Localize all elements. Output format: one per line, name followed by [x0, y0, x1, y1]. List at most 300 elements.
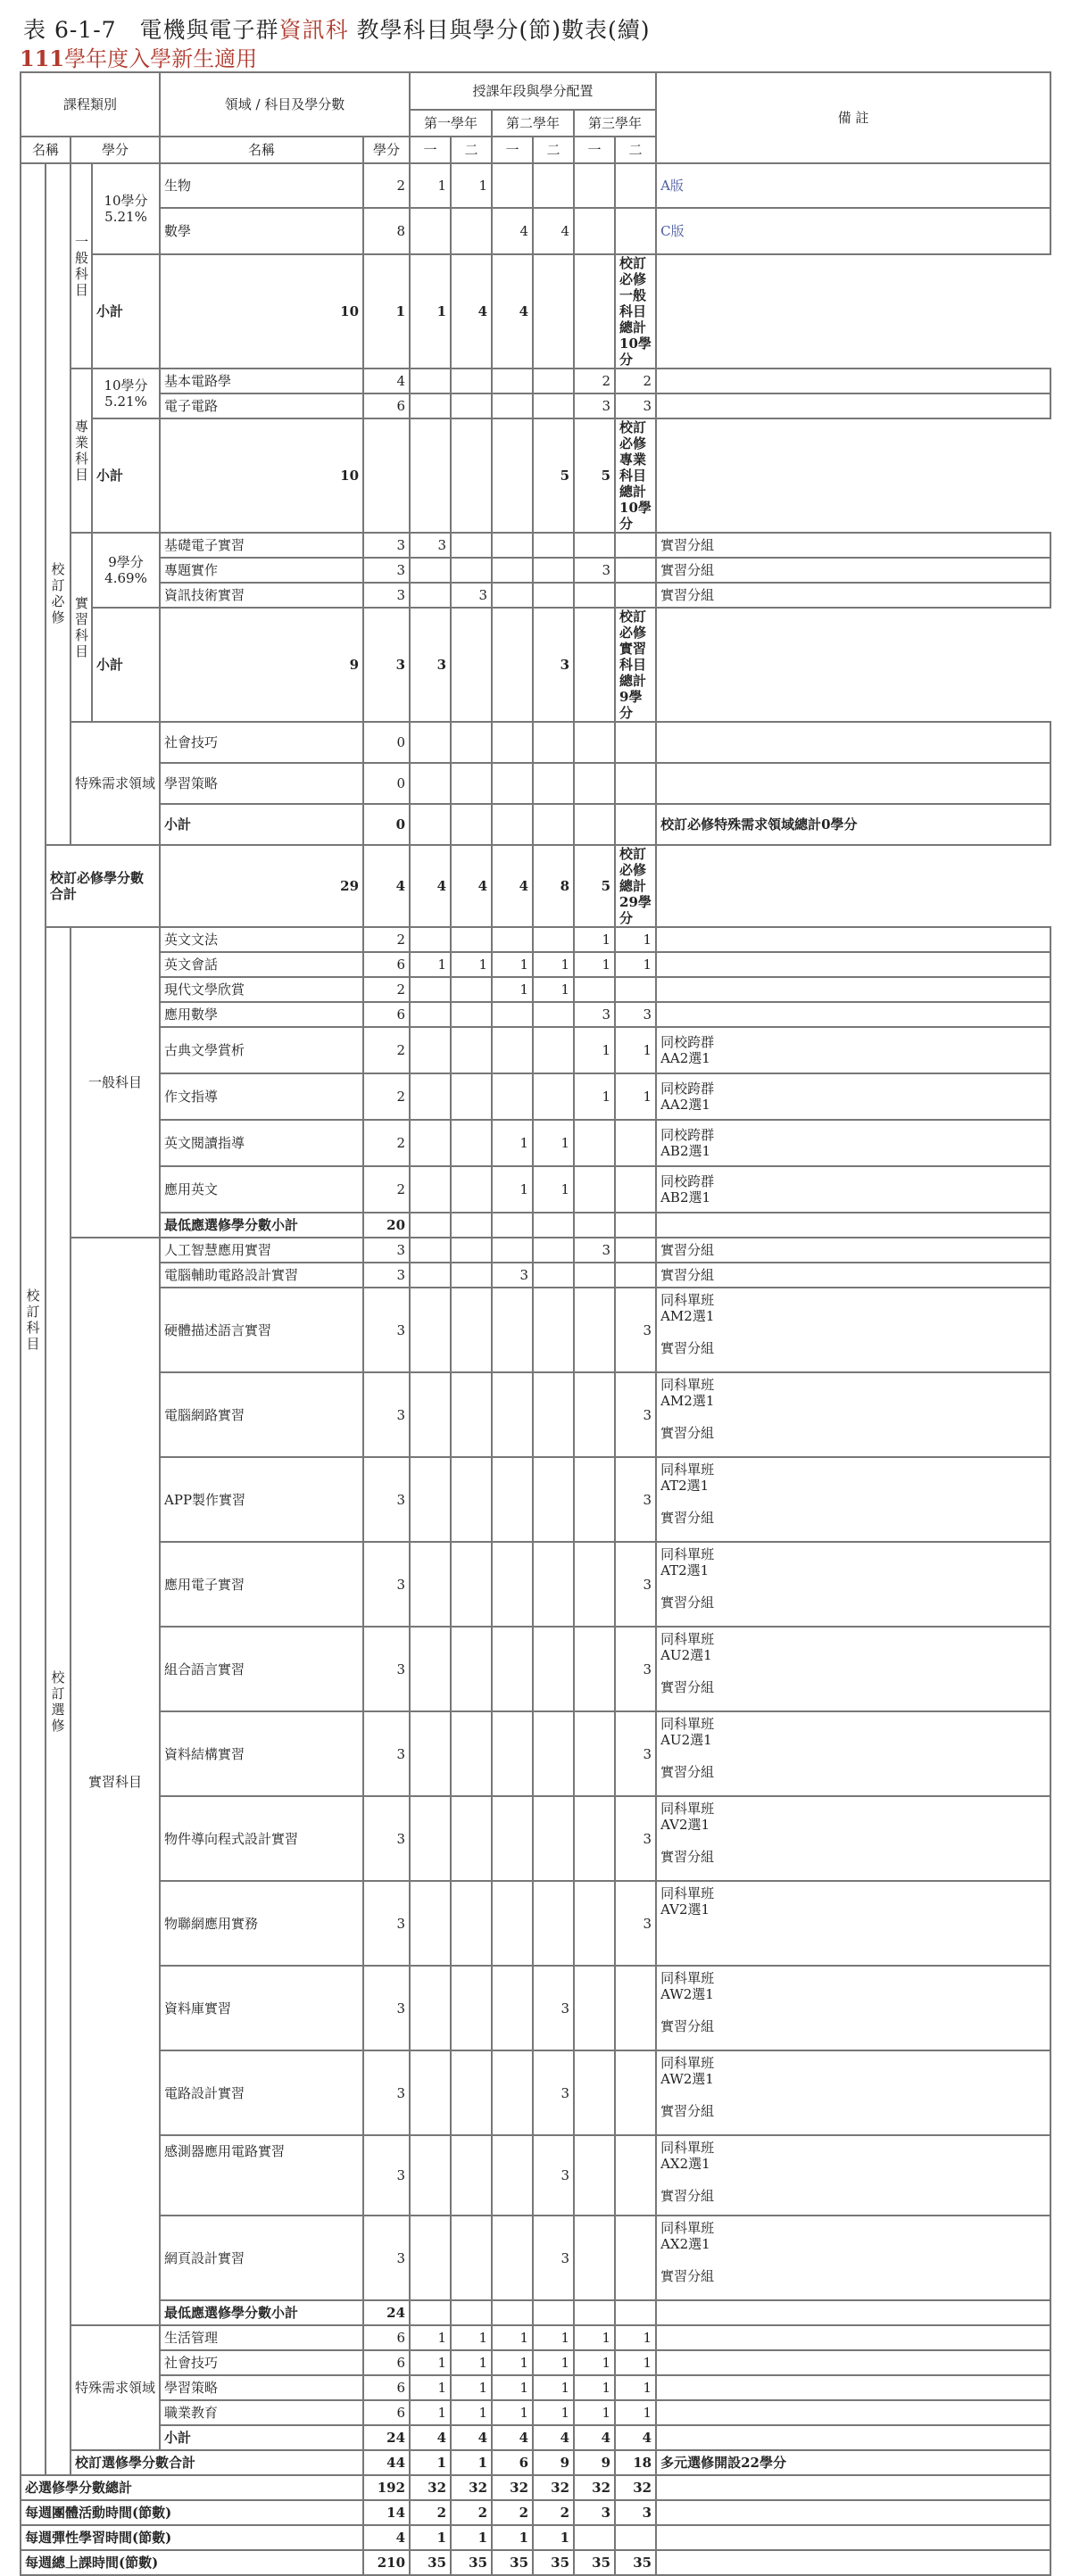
- table-row: [21, 1372, 1050, 1457]
- semester-credits: [533, 763, 574, 804]
- subject-credits: 3: [363, 1627, 410, 1711]
- subject-name: 感測器應用電路實習: [160, 2135, 363, 2216]
- semester-credits: 4: [615, 2425, 656, 2450]
- semester-credits: 3: [363, 608, 410, 722]
- semester-credits: [451, 208, 492, 254]
- semester-credits: 1: [451, 952, 492, 977]
- semester-credits: [410, 418, 451, 533]
- subject-credits: 2: [363, 163, 410, 208]
- subject-name: 學習策略: [160, 763, 363, 804]
- semester-credits: [533, 1457, 574, 1542]
- semester-credits: [492, 927, 533, 952]
- subject-credits: 8: [363, 208, 410, 254]
- semester-credits: [492, 1627, 533, 1711]
- semester-credits: [615, 2525, 656, 2550]
- semester-credits: 4: [451, 845, 492, 927]
- subject-name: 社會技巧: [160, 722, 363, 763]
- semester-credits: [451, 1120, 492, 1166]
- semester-credits: [615, 163, 656, 208]
- semester-credits: [451, 1002, 492, 1027]
- table-row: [21, 1288, 1050, 1372]
- semester-credits: 32: [615, 2475, 656, 2500]
- semester-credits: [451, 608, 492, 722]
- subject-credits: 2: [363, 927, 410, 952]
- table-row: [21, 1238, 1050, 1263]
- semester-credits: 35: [492, 2550, 533, 2575]
- remark: 實習分組: [656, 1238, 1050, 1263]
- subject-credits: 10: [160, 418, 363, 533]
- semester-credits: [574, 2050, 615, 2135]
- semester-credits: [451, 1263, 492, 1288]
- remark: 實習分組: [656, 558, 1050, 583]
- semester-credits: 1: [451, 2450, 492, 2475]
- table-row: [21, 1711, 1050, 1796]
- subject-name: 必選修學分數總計: [21, 2475, 363, 2500]
- subject-credits: 192: [363, 2475, 410, 2500]
- semester-credits: [533, 558, 574, 583]
- header-credits: 學分: [71, 137, 160, 163]
- semester-credits: 3: [574, 2500, 615, 2525]
- semester-credits: 1: [615, 2400, 656, 2425]
- remark: 同校跨群 AB2選1: [656, 1120, 1050, 1166]
- semester-credits: 4: [492, 208, 533, 254]
- semester-credits: 32: [574, 2475, 615, 2500]
- semester-credits: 3: [615, 1002, 656, 1027]
- semester-credits: [451, 393, 492, 418]
- semester-credits: [615, 722, 656, 763]
- semester-credits: 1: [492, 2375, 533, 2400]
- remark: [656, 369, 1050, 393]
- table-row: [21, 2500, 1050, 2525]
- subject-credits: 2: [363, 1073, 410, 1120]
- semester-credits: [615, 804, 656, 845]
- semester-credits: [574, 804, 615, 845]
- remark: 同科單班 AW2選1 實習分組: [656, 2050, 1050, 2135]
- semester-credits: [533, 1881, 574, 1966]
- subject-name: 現代文學欣賞: [160, 977, 363, 1002]
- semester-credits: 35: [533, 2550, 574, 2575]
- subject-credits: 3: [363, 1711, 410, 1796]
- semester-credits: [451, 1073, 492, 1120]
- semester-credits: [492, 1002, 533, 1027]
- subject-credits: 9: [160, 608, 363, 722]
- semester-credits: [574, 977, 615, 1002]
- elective-special-needs-label: 特殊需求領域: [71, 2325, 160, 2450]
- semester-credits: [574, 1372, 615, 1457]
- remark: 校訂必修實習科目總計9學分: [615, 608, 656, 722]
- semester-credits: 3: [615, 1542, 656, 1627]
- semester-credits: [615, 533, 656, 558]
- remark: [656, 2525, 1050, 2550]
- semester-credits: [451, 1457, 492, 1542]
- semester-credits: 3: [615, 1627, 656, 1711]
- semester-credits: [615, 2050, 656, 2135]
- table-row: [21, 558, 1050, 583]
- subject-name: 數學: [160, 208, 363, 254]
- semester-credits: [410, 1372, 451, 1457]
- semester-credits: 5: [574, 418, 615, 533]
- semester-credits: 4: [492, 2425, 533, 2450]
- subject-name: 每週團體活動時間(節數): [21, 2500, 363, 2525]
- remark: 同校跨群 AA2選1: [656, 1073, 1050, 1120]
- semester-credits: 32: [492, 2475, 533, 2500]
- semester-credits: [410, 1881, 451, 1966]
- semester-credits: [492, 1372, 533, 1457]
- semester-credits: [492, 163, 533, 208]
- semester-credits: [451, 2300, 492, 2325]
- semester-credits: [410, 977, 451, 1002]
- semester-credits: [410, 208, 451, 254]
- semester-credits: 1: [492, 952, 533, 977]
- semester-credits: [492, 1796, 533, 1881]
- subject-credits: 6: [363, 2400, 410, 2425]
- table-row: [21, 2216, 1050, 2300]
- table-row: [21, 163, 1050, 208]
- semester-credits: [615, 2300, 656, 2325]
- semester-credits: [492, 2300, 533, 2325]
- semester-credits: 3: [410, 608, 451, 722]
- remark: 實習分組: [656, 583, 1050, 608]
- semester-credits: 2: [410, 2500, 451, 2525]
- subject-credits: 4: [363, 2525, 410, 2550]
- semester-credits: [492, 2135, 533, 2216]
- subject-name: APP製作實習: [160, 1457, 363, 1542]
- semester-credits: 18: [615, 2450, 656, 2475]
- header-name2: 名稱: [160, 137, 363, 163]
- remark: [656, 2425, 1050, 2450]
- semester-credits: [451, 1711, 492, 1796]
- semester-credits: 1: [363, 254, 410, 369]
- subject-name: 應用英文: [160, 1166, 363, 1213]
- semester-credits: [492, 583, 533, 608]
- remark: 校訂必修總計29學分: [615, 845, 656, 927]
- subject-name: 資料結構實習: [160, 1711, 363, 1796]
- semester-credits: [533, 1027, 574, 1073]
- semester-credits: [492, 804, 533, 845]
- semester-credits: [574, 1881, 615, 1966]
- semester-credits: [615, 763, 656, 804]
- semester-credits: [451, 1166, 492, 1213]
- subject-name: 學習策略: [160, 2375, 363, 2400]
- table-subtitle: 111學年度入學新生適用: [20, 46, 258, 71]
- semester-credits: [410, 1263, 451, 1288]
- semester-credits: [533, 254, 574, 369]
- remark: [656, 977, 1050, 1002]
- subject-name: 硬體描述語言實習: [160, 1288, 363, 1372]
- semester-credits: [574, 2300, 615, 2325]
- remark: 同科單班 AU2選1 實習分組: [656, 1711, 1050, 1796]
- semester-credits: 5: [574, 845, 615, 927]
- elective-label: 校訂選修: [46, 927, 71, 2475]
- semester-credits: 1: [410, 2450, 451, 2475]
- semester-credits: 35: [615, 2550, 656, 2575]
- semester-credits: [451, 369, 492, 393]
- semester-credits: 1: [574, 927, 615, 952]
- subject-credits: 3: [363, 1966, 410, 2050]
- remark: [656, 393, 1050, 418]
- semester-credits: [410, 1002, 451, 1027]
- semester-credits: [451, 1288, 492, 1372]
- table-row: [21, 1027, 1050, 1073]
- header-sem: 一: [410, 137, 451, 163]
- semester-credits: 5: [533, 418, 574, 533]
- subject-name: 每週彈性學習時間(節數): [21, 2525, 363, 2550]
- remark: 同科單班 AV2選1 實習分組: [656, 1796, 1050, 1881]
- semester-credits: [533, 533, 574, 558]
- semester-credits: [574, 2216, 615, 2300]
- semester-credits: [533, 163, 574, 208]
- semester-credits: [492, 2216, 533, 2300]
- table-row: [21, 1796, 1050, 1881]
- semester-credits: 1: [492, 2325, 533, 2350]
- semester-credits: 1: [451, 2350, 492, 2375]
- semester-credits: [410, 1457, 451, 1542]
- semester-credits: [533, 1238, 574, 1263]
- semester-credits: [410, 2050, 451, 2135]
- table-row: [21, 1627, 1050, 1711]
- semester-credits: 1: [574, 1073, 615, 1120]
- semester-credits: 1: [410, 2525, 451, 2550]
- subject-name: 電路設計實習: [160, 2050, 363, 2135]
- subject-name: 應用電子實習: [160, 1542, 363, 1627]
- table-row: [21, 1263, 1050, 1288]
- subject-credits: 3: [363, 2050, 410, 2135]
- semester-credits: 3: [410, 533, 451, 558]
- subject-credits: 10: [160, 254, 363, 369]
- semester-credits: [574, 163, 615, 208]
- table-row: [21, 845, 1050, 927]
- semester-credits: 3: [533, 2050, 574, 2135]
- semester-credits: 3: [615, 1796, 656, 1881]
- semester-credits: [492, 722, 533, 763]
- semester-credits: 4: [574, 2425, 615, 2450]
- subject-credits: 6: [363, 952, 410, 977]
- semester-credits: [410, 763, 451, 804]
- semester-credits: [492, 1073, 533, 1120]
- subject-name: 英文會話: [160, 952, 363, 977]
- school-subjects-label: 校訂科目: [21, 163, 46, 2475]
- subject-credits: 6: [363, 2375, 410, 2400]
- semester-credits: [451, 418, 492, 533]
- table-row: [21, 2400, 1050, 2425]
- subject-credits: 6: [363, 2350, 410, 2375]
- semester-credits: [533, 369, 574, 393]
- semester-credits: 3: [533, 2135, 574, 2216]
- semester-credits: [410, 1213, 451, 1238]
- table-row: [21, 763, 1050, 804]
- header-remarks: 備 註: [656, 72, 1050, 163]
- semester-credits: 32: [533, 2475, 574, 2500]
- semester-credits: 1: [492, 1166, 533, 1213]
- remark: A版: [656, 163, 1050, 208]
- semester-credits: 4: [492, 845, 533, 927]
- semester-credits: [615, 1263, 656, 1288]
- header-domain-subject: 領域 / 科目及學分數: [160, 72, 410, 137]
- semester-credits: 1: [615, 1027, 656, 1073]
- semester-credits: [410, 369, 451, 393]
- subject-credits: 210: [363, 2550, 410, 2575]
- subject-credits: 0: [363, 722, 410, 763]
- semester-credits: [574, 1457, 615, 1542]
- remark: 實習分組: [656, 1263, 1050, 1288]
- subject-name: 網頁設計實習: [160, 2216, 363, 2300]
- header-grade2: 第二學年: [492, 110, 574, 137]
- semester-credits: [492, 1542, 533, 1627]
- semester-credits: 1: [533, 1120, 574, 1166]
- semester-credits: 1: [410, 952, 451, 977]
- semester-credits: 3: [615, 1372, 656, 1457]
- curriculum-table: [20, 71, 1051, 2576]
- semester-credits: [574, 1966, 615, 2050]
- remark: 同科單班 AM2選1 實習分組: [656, 1372, 1050, 1457]
- semester-credits: [533, 1288, 574, 1372]
- table-row: [21, 208, 1050, 254]
- subject-name: 小計: [92, 608, 160, 722]
- semester-credits: 32: [451, 2475, 492, 2500]
- semester-credits: [410, 2300, 451, 2325]
- professional-credits-pct: 10學分 5.21%: [92, 369, 160, 418]
- subject-credits: 24: [363, 2300, 410, 2325]
- semester-credits: [451, 2216, 492, 2300]
- semester-credits: 1: [533, 1166, 574, 1213]
- remark: 同科單班 AV2選1: [656, 1881, 1050, 1966]
- semester-credits: [410, 1711, 451, 1796]
- table-row: [21, 2475, 1050, 2500]
- subject-credits: 29: [160, 845, 363, 927]
- semester-credits: [615, 2216, 656, 2300]
- subject-name: 資料庫實習: [160, 1966, 363, 2050]
- semester-credits: [615, 558, 656, 583]
- subject-name: 小計: [92, 254, 160, 369]
- semester-credits: 35: [410, 2550, 451, 2575]
- table-row: [21, 369, 1050, 393]
- semester-credits: [410, 1238, 451, 1263]
- subject-credits: 3: [363, 1457, 410, 1542]
- semester-credits: [410, 1120, 451, 1166]
- semester-credits: [574, 722, 615, 763]
- remark: [656, 2375, 1050, 2400]
- subject-credits: 0: [363, 763, 410, 804]
- semester-credits: [574, 1796, 615, 1881]
- semester-credits: [533, 393, 574, 418]
- table-row: [21, 1166, 1050, 1213]
- semester-credits: 4: [410, 2425, 451, 2450]
- table-row: [21, 2375, 1050, 2400]
- semester-credits: 1: [574, 2375, 615, 2400]
- semester-credits: [615, 1166, 656, 1213]
- semester-credits: 1: [533, 977, 574, 1002]
- subject-credits: 20: [363, 1213, 410, 1238]
- table-row: [21, 2425, 1050, 2450]
- semester-credits: 4: [451, 254, 492, 369]
- semester-credits: [410, 2216, 451, 2300]
- subject-name: 基本電路學: [160, 369, 363, 393]
- table-row: [21, 804, 1050, 845]
- semester-credits: [574, 2135, 615, 2216]
- remark: 校訂必修一般科目總計10學分: [615, 254, 656, 369]
- table-row: [21, 1073, 1050, 1120]
- semester-credits: 9: [574, 2450, 615, 2475]
- semester-credits: 8: [533, 845, 574, 927]
- subject-name: 英文文法: [160, 927, 363, 952]
- semester-credits: [451, 2050, 492, 2135]
- semester-credits: [574, 1263, 615, 1288]
- semester-credits: [533, 1711, 574, 1796]
- semester-credits: 3: [615, 2500, 656, 2525]
- semester-credits: [410, 927, 451, 952]
- semester-credits: [451, 1542, 492, 1627]
- remark: 同科單班 AM2選1 實習分組: [656, 1288, 1050, 1372]
- subject-credits: 3: [363, 1881, 410, 1966]
- subject-name: 校訂必修學分數合計: [46, 845, 160, 927]
- table-row: [21, 722, 1050, 763]
- semester-credits: [451, 977, 492, 1002]
- semester-credits: [574, 1711, 615, 1796]
- header-grade3: 第三學年: [574, 110, 656, 137]
- semester-credits: 3: [615, 1711, 656, 1796]
- subject-credits: 4: [363, 369, 410, 393]
- semester-credits: 1: [410, 2350, 451, 2375]
- semester-credits: [410, 804, 451, 845]
- semester-credits: [410, 2135, 451, 2216]
- subject-name: 生物: [160, 163, 363, 208]
- elective-practical-label: 實習科目: [71, 1238, 160, 2325]
- semester-credits: [574, 533, 615, 558]
- semester-credits: 3: [615, 1288, 656, 1372]
- subject-credits: 0: [363, 804, 410, 845]
- semester-credits: [410, 583, 451, 608]
- semester-credits: [615, 1966, 656, 2050]
- semester-credits: 4: [533, 2425, 574, 2450]
- remark: 同科單班 AW2選1 實習分組: [656, 1966, 1050, 2050]
- table-row: [21, 2135, 1050, 2216]
- header-sem: 二: [451, 137, 492, 163]
- semester-credits: 2: [533, 2500, 574, 2525]
- subject-name: 職業教育: [160, 2400, 363, 2425]
- semester-credits: [574, 1542, 615, 1627]
- semester-credits: [533, 1213, 574, 1238]
- semester-credits: [533, 2300, 574, 2325]
- special-needs-label: 特殊需求領域: [71, 722, 160, 845]
- semester-credits: [533, 1263, 574, 1288]
- semester-credits: [574, 2525, 615, 2550]
- semester-credits: [615, 2135, 656, 2216]
- semester-credits: 1: [492, 1120, 533, 1166]
- semester-credits: [410, 1288, 451, 1372]
- semester-credits: [574, 208, 615, 254]
- semester-credits: [533, 1796, 574, 1881]
- semester-credits: [410, 1796, 451, 1881]
- semester-credits: 1: [574, 2325, 615, 2350]
- subject-credits: 3: [363, 583, 410, 608]
- semester-credits: [492, 558, 533, 583]
- semester-credits: [574, 608, 615, 722]
- table-row: [21, 608, 1050, 722]
- semester-credits: [451, 1881, 492, 1966]
- semester-credits: [451, 804, 492, 845]
- remark: 同科單班 AT2選1 實習分組: [656, 1542, 1050, 1627]
- subject-credits: 2: [363, 1166, 410, 1213]
- subject-credits: 3: [363, 1263, 410, 1288]
- semester-credits: 1: [410, 254, 451, 369]
- remark: 同科單班 AX2選1 實習分組: [656, 2135, 1050, 2216]
- subject-credits: 6: [363, 393, 410, 418]
- semester-credits: [533, 1073, 574, 1120]
- semester-credits: 1: [451, 2375, 492, 2400]
- remark: [656, 722, 1050, 763]
- subject-credits: 3: [363, 2135, 410, 2216]
- semester-credits: [451, 1966, 492, 2050]
